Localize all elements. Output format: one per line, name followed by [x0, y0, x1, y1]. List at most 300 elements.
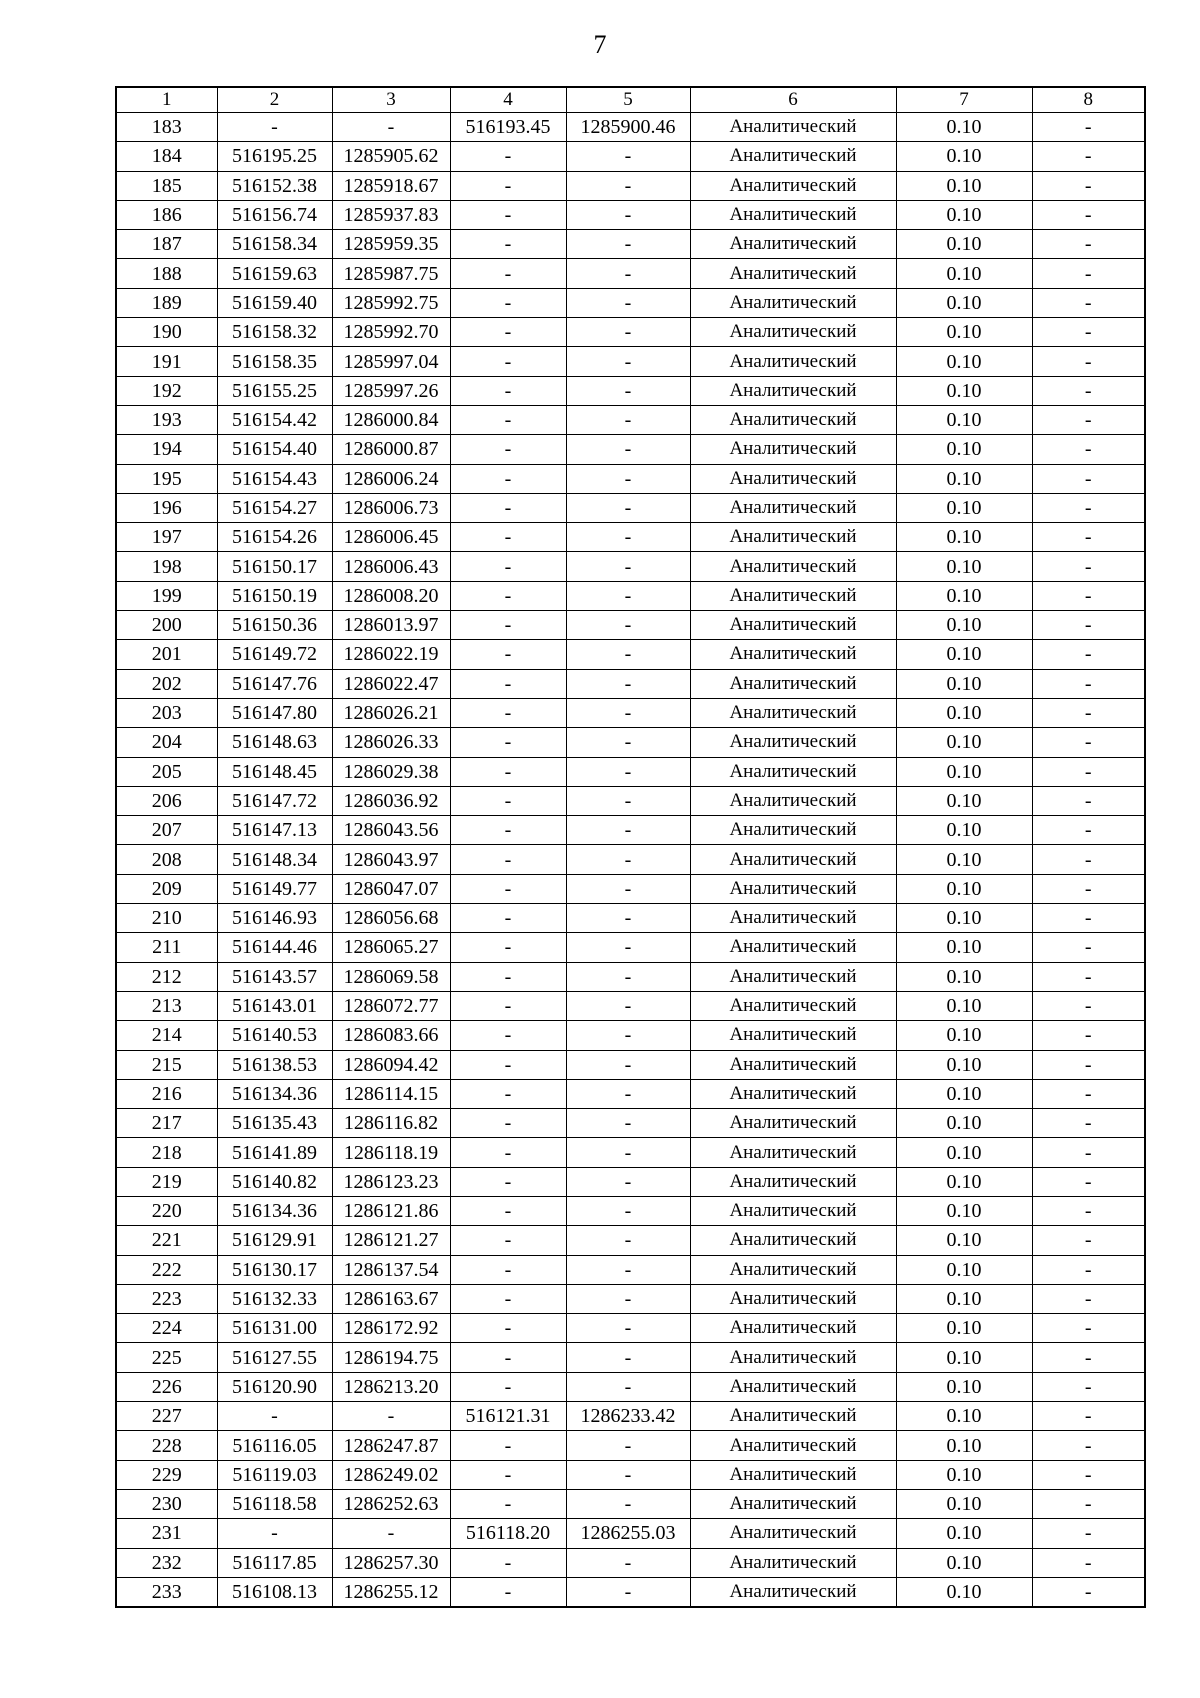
table-cell: 1286056.68	[332, 904, 450, 933]
table-cell: 516130.17	[217, 1255, 332, 1284]
table-cell: 516149.72	[217, 640, 332, 669]
table-cell: -	[1032, 493, 1145, 522]
table-cell: 206	[116, 786, 217, 815]
table-cell: -	[450, 933, 566, 962]
table-cell: -	[566, 962, 690, 991]
table-row	[116, 962, 1145, 991]
table-cell: 201	[116, 640, 217, 669]
table-cell: -	[450, 786, 566, 815]
table-cell: 226	[116, 1372, 217, 1401]
table-cell: 516154.26	[217, 523, 332, 552]
table-cell: 516158.32	[217, 318, 332, 347]
table-row	[116, 1079, 1145, 1108]
table-cell: Аналитический	[690, 288, 896, 317]
table-cell: -	[1032, 904, 1145, 933]
table-cell: 1286247.87	[332, 1431, 450, 1460]
table-cell: 516156.74	[217, 200, 332, 229]
table-cell: 516116.05	[217, 1431, 332, 1460]
table-row	[116, 1284, 1145, 1313]
table-cell: 516118.58	[217, 1489, 332, 1518]
table-cell: 227	[116, 1402, 217, 1431]
table-cell: 1286006.45	[332, 523, 450, 552]
table-cell: 516120.90	[217, 1372, 332, 1401]
table-cell: -	[1032, 171, 1145, 200]
table-cell: Аналитический	[690, 171, 896, 200]
table-cell: -	[566, 1577, 690, 1607]
table-cell: 0.10	[896, 1372, 1032, 1401]
table-cell: Аналитический	[690, 1021, 896, 1050]
table-cell: -	[332, 113, 450, 142]
table-cell: Аналитический	[690, 581, 896, 610]
coordinates-table	[115, 86, 1146, 1608]
table-cell: -	[450, 640, 566, 669]
table-cell: 202	[116, 669, 217, 698]
table-cell: 0.10	[896, 1402, 1032, 1431]
table-cell: -	[450, 376, 566, 405]
table-cell: -	[566, 347, 690, 376]
table-cell: 1285918.67	[332, 171, 450, 200]
table-cell: Аналитический	[690, 523, 896, 552]
table-cell: -	[566, 816, 690, 845]
table-cell: 0.10	[896, 874, 1032, 903]
table-cell: -	[1032, 1343, 1145, 1372]
table-cell: -	[1032, 230, 1145, 259]
table-cell: -	[450, 552, 566, 581]
table-cell: Аналитический	[690, 259, 896, 288]
table-row	[116, 1489, 1145, 1518]
table-row	[116, 933, 1145, 962]
table-cell: 1285987.75	[332, 259, 450, 288]
table-cell: Аналитический	[690, 376, 896, 405]
table-cell: -	[1032, 142, 1145, 171]
table-cell: -	[450, 1343, 566, 1372]
table-cell: 0.10	[896, 435, 1032, 464]
table-cell: 516147.76	[217, 669, 332, 698]
table-cell: 0.10	[896, 698, 1032, 727]
table-cell: 1285937.83	[332, 200, 450, 229]
table-cell: 217	[116, 1109, 217, 1138]
table-cell: -	[450, 904, 566, 933]
table-cell: -	[1032, 288, 1145, 317]
table-cell: -	[450, 142, 566, 171]
table-cell: -	[217, 1402, 332, 1431]
table-cell: 185	[116, 171, 217, 200]
table-cell: -	[1032, 1314, 1145, 1343]
table-cell: -	[1032, 552, 1145, 581]
table-cell: -	[1032, 1489, 1145, 1518]
table-cell: 0.10	[896, 962, 1032, 991]
table-cell: -	[1032, 991, 1145, 1020]
table-cell: -	[566, 1021, 690, 1050]
table-cell: 516150.19	[217, 581, 332, 610]
table-cell: -	[450, 1226, 566, 1255]
table-cell: -	[566, 464, 690, 493]
table-cell: -	[450, 1021, 566, 1050]
table-cell: -	[450, 230, 566, 259]
table-cell: Аналитический	[690, 757, 896, 786]
table-cell: -	[1032, 1519, 1145, 1548]
table-cell: 0.10	[896, 523, 1032, 552]
table-cell: -	[1032, 1079, 1145, 1108]
table-cell: 0.10	[896, 552, 1032, 581]
table-cell: 0.10	[896, 200, 1032, 229]
table-row	[116, 318, 1145, 347]
table-cell: 1286043.97	[332, 845, 450, 874]
table-cell: 199	[116, 581, 217, 610]
table-cell: 0.10	[896, 611, 1032, 640]
table-cell: 0.10	[896, 1167, 1032, 1196]
table-cell: 231	[116, 1519, 217, 1548]
table-row	[116, 230, 1145, 259]
table-cell: Аналитический	[690, 1519, 896, 1548]
table-cell: 0.10	[896, 1431, 1032, 1460]
table-cell: 0.10	[896, 1050, 1032, 1079]
table-cell: -	[566, 523, 690, 552]
table-cell: 1286026.21	[332, 698, 450, 727]
table-cell: -	[566, 200, 690, 229]
table-cell: 0.10	[896, 845, 1032, 874]
table-cell: 224	[116, 1314, 217, 1343]
table-row	[116, 464, 1145, 493]
table-cell: -	[566, 1314, 690, 1343]
table-cell: -	[450, 611, 566, 640]
table-cell: 211	[116, 933, 217, 962]
column-header: 5	[566, 87, 690, 113]
table-row	[116, 669, 1145, 698]
table-cell: 0.10	[896, 288, 1032, 317]
table-cell: 0.10	[896, 376, 1032, 405]
table-cell: 516141.89	[217, 1138, 332, 1167]
table-cell: Аналитический	[690, 1548, 896, 1577]
table-cell: 232	[116, 1548, 217, 1577]
table-cell: -	[450, 962, 566, 991]
table-cell: 1286249.02	[332, 1460, 450, 1489]
table-cell: 207	[116, 816, 217, 845]
table-cell: -	[450, 171, 566, 200]
table-cell: -	[1032, 1138, 1145, 1167]
table-cell: 0.10	[896, 1021, 1032, 1050]
column-header: 4	[450, 87, 566, 113]
table-cell: -	[1032, 1402, 1145, 1431]
table-cell: 1286213.20	[332, 1372, 450, 1401]
table-cell: 1286114.15	[332, 1079, 450, 1108]
table-cell: Аналитический	[690, 200, 896, 229]
table-cell: 0.10	[896, 1343, 1032, 1372]
table-cell: Аналитический	[690, 1431, 896, 1460]
table-cell: -	[1032, 1196, 1145, 1225]
table-row	[116, 1314, 1145, 1343]
table-cell: -	[450, 1167, 566, 1196]
table-cell: -	[332, 1519, 450, 1548]
table-cell: -	[450, 874, 566, 903]
table-cell: 1286194.75	[332, 1343, 450, 1372]
table-row	[116, 1431, 1145, 1460]
table-cell: 0.10	[896, 1226, 1032, 1255]
table-cell: -	[1032, 405, 1145, 434]
table-row	[116, 493, 1145, 522]
table-cell: 1286065.27	[332, 933, 450, 962]
table-cell: 223	[116, 1284, 217, 1313]
table-row	[116, 347, 1145, 376]
table-cell: 221	[116, 1226, 217, 1255]
table-cell: -	[566, 728, 690, 757]
table-cell: -	[450, 991, 566, 1020]
table-cell: 233	[116, 1577, 217, 1607]
table-cell: 228	[116, 1431, 217, 1460]
table-cell: -	[1032, 669, 1145, 698]
table-row	[116, 1372, 1145, 1401]
table-cell: -	[450, 405, 566, 434]
table-cell: -	[566, 1109, 690, 1138]
table-row	[116, 1109, 1145, 1138]
table-cell: -	[1032, 962, 1145, 991]
table-cell: Аналитический	[690, 698, 896, 727]
table-cell: 0.10	[896, 259, 1032, 288]
table-cell: 516134.36	[217, 1196, 332, 1225]
table-cell: -	[450, 816, 566, 845]
table-cell: 205	[116, 757, 217, 786]
table-cell: Аналитический	[690, 230, 896, 259]
table-cell: 196	[116, 493, 217, 522]
table-cell: 516143.57	[217, 962, 332, 991]
table-cell: Аналитический	[690, 1489, 896, 1518]
column-header: 1	[116, 87, 217, 113]
table-cell: 0.10	[896, 1314, 1032, 1343]
column-header: 2	[217, 87, 332, 113]
table-row	[116, 1167, 1145, 1196]
table-cell: -	[566, 904, 690, 933]
table-cell: 0.10	[896, 581, 1032, 610]
table-cell: 203	[116, 698, 217, 727]
table-cell: -	[566, 435, 690, 464]
table-cell: 0.10	[896, 1284, 1032, 1313]
table-cell: 0.10	[896, 113, 1032, 142]
table-row	[116, 728, 1145, 757]
table-cell: 0.10	[896, 728, 1032, 757]
table-cell: -	[450, 493, 566, 522]
table-cell: Аналитический	[690, 1050, 896, 1079]
table-cell: 0.10	[896, 1548, 1032, 1577]
table-cell: 1285997.04	[332, 347, 450, 376]
table-cell: -	[450, 464, 566, 493]
table-row	[116, 1021, 1145, 1050]
table-cell: 0.10	[896, 1196, 1032, 1225]
table-cell: -	[566, 933, 690, 962]
table-cell: -	[566, 142, 690, 171]
table-row	[116, 611, 1145, 640]
table-cell: -	[566, 1050, 690, 1079]
table-cell: 516127.55	[217, 1343, 332, 1372]
table-cell: 1286006.43	[332, 552, 450, 581]
table-cell: Аналитический	[690, 1372, 896, 1401]
table-row	[116, 259, 1145, 288]
table-header	[116, 87, 1145, 113]
table-cell: 1286000.87	[332, 435, 450, 464]
table-cell: 0.10	[896, 142, 1032, 171]
table-cell: 0.10	[896, 669, 1032, 698]
table-cell: 516154.40	[217, 435, 332, 464]
table-row	[116, 757, 1145, 786]
table-cell: -	[566, 1226, 690, 1255]
table-cell: -	[566, 552, 690, 581]
table-cell: 516134.36	[217, 1079, 332, 1108]
table-cell: -	[450, 1548, 566, 1577]
table-cell: -	[1032, 464, 1145, 493]
table-body	[116, 113, 1145, 1608]
table-cell: 516147.13	[217, 816, 332, 845]
table-cell: -	[1032, 1021, 1145, 1050]
table-cell: 0.10	[896, 1079, 1032, 1108]
table-cell: 0.10	[896, 816, 1032, 845]
table-cell: 1286000.84	[332, 405, 450, 434]
table-cell: -	[1032, 1284, 1145, 1313]
table-cell: -	[450, 1431, 566, 1460]
table-cell: Аналитический	[690, 728, 896, 757]
table-cell: 1286022.19	[332, 640, 450, 669]
table-cell: 183	[116, 113, 217, 142]
table-cell: 516150.36	[217, 611, 332, 640]
table-cell: Аналитический	[690, 1167, 896, 1196]
column-header: 6	[690, 87, 896, 113]
table-cell: -	[1032, 1431, 1145, 1460]
table-cell: 1286029.38	[332, 757, 450, 786]
table-cell: 0.10	[896, 640, 1032, 669]
table-cell: -	[566, 171, 690, 200]
table-cell: 1286008.20	[332, 581, 450, 610]
table-cell: 198	[116, 552, 217, 581]
table-cell: 219	[116, 1167, 217, 1196]
table-cell: 516119.03	[217, 1460, 332, 1489]
table-cell: 0.10	[896, 1460, 1032, 1489]
table-cell: -	[450, 1284, 566, 1313]
table-cell: Аналитический	[690, 611, 896, 640]
table-cell: 0.10	[896, 493, 1032, 522]
table-cell: -	[1032, 933, 1145, 962]
table-cell: 225	[116, 1343, 217, 1372]
table-row	[116, 405, 1145, 434]
table-cell: -	[566, 1079, 690, 1108]
table-cell: -	[566, 845, 690, 874]
table-cell: 516159.63	[217, 259, 332, 288]
table-cell: 1286072.77	[332, 991, 450, 1020]
table-cell: -	[450, 581, 566, 610]
table-row	[116, 786, 1145, 815]
table-cell: 191	[116, 347, 217, 376]
table-cell: -	[1032, 318, 1145, 347]
table-cell: 1286022.47	[332, 669, 450, 698]
table-cell: Аналитический	[690, 1577, 896, 1607]
table-cell: 516154.42	[217, 405, 332, 434]
table-cell: 1285997.26	[332, 376, 450, 405]
table-cell: 187	[116, 230, 217, 259]
table-row	[116, 1402, 1145, 1431]
table-row	[116, 288, 1145, 317]
table-cell: 214	[116, 1021, 217, 1050]
table-cell: -	[566, 669, 690, 698]
table-cell: -	[1032, 1460, 1145, 1489]
table-cell: Аналитический	[690, 786, 896, 815]
table-cell: -	[1032, 1109, 1145, 1138]
table-row	[116, 1577, 1145, 1607]
table-cell: 516154.43	[217, 464, 332, 493]
table-cell: -	[566, 493, 690, 522]
table-cell: -	[450, 259, 566, 288]
table-cell: 516148.45	[217, 757, 332, 786]
table-cell: -	[1032, 757, 1145, 786]
table-cell: 516146.93	[217, 904, 332, 933]
table-cell: Аналитический	[690, 1109, 896, 1138]
table-cell: 0.10	[896, 1577, 1032, 1607]
table-cell: 1286172.92	[332, 1314, 450, 1343]
table-cell: -	[566, 757, 690, 786]
table-row	[116, 581, 1145, 610]
table-cell: -	[450, 435, 566, 464]
table-cell: 0.10	[896, 318, 1032, 347]
table-cell: -	[566, 405, 690, 434]
table-cell: -	[1032, 611, 1145, 640]
table-cell: 0.10	[896, 1255, 1032, 1284]
table-cell: Аналитический	[690, 816, 896, 845]
table-cell: Аналитический	[690, 1314, 896, 1343]
table-cell: -	[1032, 1548, 1145, 1577]
table-cell: -	[1032, 435, 1145, 464]
table-cell: 186	[116, 200, 217, 229]
table-cell: -	[450, 347, 566, 376]
table-cell: 1286123.23	[332, 1167, 450, 1196]
table-cell: 222	[116, 1255, 217, 1284]
table-cell: 516149.77	[217, 874, 332, 903]
table-cell: 1286069.58	[332, 962, 450, 991]
table-cell: 516155.25	[217, 376, 332, 405]
table-cell: -	[1032, 1577, 1145, 1607]
table-cell: 1285959.35	[332, 230, 450, 259]
table-cell: -	[217, 113, 332, 142]
table-cell: -	[450, 1079, 566, 1108]
table-cell: Аналитический	[690, 1079, 896, 1108]
table-cell: 1286255.03	[566, 1519, 690, 1548]
table-cell: -	[1032, 1167, 1145, 1196]
table-cell: -	[566, 376, 690, 405]
table-cell: 1286116.82	[332, 1109, 450, 1138]
table-row	[116, 991, 1145, 1020]
table-cell: 209	[116, 874, 217, 903]
table-cell: 516158.35	[217, 347, 332, 376]
table-cell: -	[1032, 523, 1145, 552]
table-cell: 516135.43	[217, 1109, 332, 1138]
table-cell: -	[566, 1431, 690, 1460]
table-cell: 1286137.54	[332, 1255, 450, 1284]
table-cell: 516121.31	[450, 1402, 566, 1431]
table-cell: -	[1032, 347, 1145, 376]
table-cell: -	[1032, 786, 1145, 815]
table-cell: 1286036.92	[332, 786, 450, 815]
table-cell: Аналитический	[690, 845, 896, 874]
table-cell: -	[450, 1460, 566, 1489]
table-cell: 1286094.42	[332, 1050, 450, 1079]
table-cell: 516140.53	[217, 1021, 332, 1050]
table-row	[116, 1255, 1145, 1284]
table-row	[116, 698, 1145, 727]
table-cell: -	[1032, 376, 1145, 405]
table-cell: -	[450, 1314, 566, 1343]
table-cell: -	[450, 1489, 566, 1518]
table-cell: 1286121.86	[332, 1196, 450, 1225]
table-cell: -	[1032, 1255, 1145, 1284]
table-row	[116, 1226, 1145, 1255]
table-cell: 0.10	[896, 347, 1032, 376]
table-cell: 215	[116, 1050, 217, 1079]
table-cell: -	[566, 288, 690, 317]
